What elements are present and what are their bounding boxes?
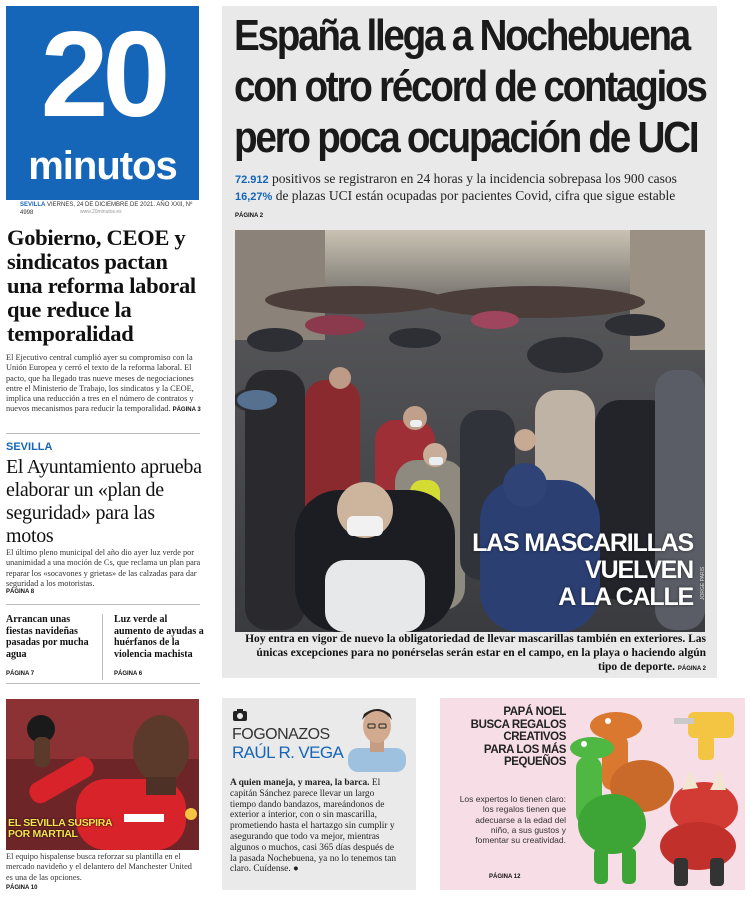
labor-reform-body — [6, 353, 202, 416]
divider — [6, 683, 200, 684]
section-label: SEVILLA — [6, 441, 53, 453]
moto-plan-headline[interactable]: El Ayuntamiento aprueba elaborar un «plan de seguridad» para las motos — [6, 456, 202, 547]
rain-brief-headline[interactable]: Arrancan unas fiestas navideñas pasadas por mucha agua — [6, 614, 89, 660]
sub-text: de plazas UCI están ocupadas por pacientes Covid, cifra que sigue estable — [272, 188, 676, 203]
end-mark-icon: ● — [290, 864, 299, 875]
sport-caption-line: EL SEVILLA SUSPIRA — [8, 817, 113, 829]
opinion-title: FOGONAZOS — [232, 726, 330, 743]
logo-word: minutos — [28, 144, 177, 188]
sub-text: positivos se registraron en 24 horas y la incidencia sobrepasa los 900 casos — [268, 171, 677, 186]
logo-number: 20 — [40, 6, 165, 142]
opinion-lead: A quien maneja, y marea, la barca. — [230, 778, 370, 788]
promo-page-ref[interactable]: PÁGINA 12 — [489, 874, 521, 880]
main-description — [240, 632, 706, 676]
main-headline-line: con otro récord de contagios — [234, 62, 706, 111]
photo-caption — [285, 530, 693, 611]
photo-caption-line: VUELVEN — [585, 556, 693, 584]
orphans-brief-page-ref[interactable]: PÁGINA 6 — [114, 671, 143, 677]
promo-title-line: PAPÁ NOEL — [503, 706, 566, 718]
stat-highlight: 16,27% — [235, 191, 273, 203]
moto-plan-page-ref[interactable]: PÁGINA 8 — [6, 589, 35, 595]
sport-caption — [8, 818, 128, 840]
moto-plan-body: El último pleno municipal del año dio ayer luz verde por unanimidad a una moción de Cs, que reclama un plan para reparar los «socavones y grietas» de las calzadas para dar seguridad a los motoristas. — [6, 548, 201, 588]
promo-title[interactable] — [456, 706, 566, 769]
promo-title-line: CREATIVOS — [503, 731, 566, 744]
columnist-portrait — [340, 700, 412, 772]
brief-divider — [102, 614, 103, 680]
photo-credit: JORGE PARIS — [700, 566, 706, 600]
orphans-brief-headline[interactable]: Luz verde al aumento de ayudas a huérfanos de la violencia machista — [114, 614, 204, 660]
sport-page-ref[interactable]: PÁGINA 10 — [6, 885, 38, 891]
stat-highlight: 72.912 — [235, 174, 269, 186]
labor-reform-text: El Ejecutivo central cumplió ayer su compromiso con la Unión Europea y cerró el texto de la reforma laboral. El pacto, que ha llegado tras nueve meses de negociaciones entre el Ministerio de Trabajo, los sindicatos y la CEOE, implica una reducción a tres en el número de contratos y nuevos mecanismos para reducir la temporalidad. — [6, 353, 194, 414]
photo-caption-line: A LA CALLE — [558, 583, 693, 611]
promo-body: Los expertos lo tienen claro: los regalos tienen que adecuarse a la edad del niño, a sus gustos y fomentar su creatividad. — [459, 794, 566, 846]
labor-reform-page-ref[interactable]: PÁGINA 3 — [172, 407, 201, 414]
main-headline-line: España llega a Nochebuena — [234, 11, 689, 60]
divider — [6, 604, 200, 605]
opinion-body — [230, 778, 398, 875]
sport-caption-line: POR MARTIAL — [8, 828, 78, 840]
labor-reform-headline[interactable]: Gobierno, CEOE y sindicatos pactan una reforma laboral que reduce la temporalidad — [7, 225, 196, 346]
dinosaur-toys-illustration — [570, 698, 745, 890]
promo-title-line: PEQUEÑOS — [504, 756, 566, 769]
promo-title-line: BUSCA REGALOS — [470, 718, 566, 731]
camera-icon — [232, 708, 248, 722]
promo-title-line: PARA LOS MÁS — [483, 743, 566, 756]
main-page-ref[interactable]: PÁGINA 2 — [235, 213, 264, 219]
main-subheadline — [235, 171, 713, 205]
photo-caption-line: LAS MASCARILLAS — [472, 529, 693, 557]
dateline-date: VIERNES, 24 DE DICIEMBRE DE 2021. AÑO XXII, Nº 4998 — [20, 202, 193, 216]
opinion-text: El capitán Sánchez parece llevar un largo tiempo dando bandazos, mareándonos de exterior a interior, con o sin mascarilla, prometiendo hasta el hartazgo sin cumplir y asegurando que todo va mejor, mientras algunos o muchos, casi 365 días después de la pasada Nochebuena, ya no lo tenemos tan claro. Cuídense. — [230, 778, 397, 875]
masthead-domain: www.20minutos.es — [80, 209, 122, 215]
divider — [6, 433, 200, 434]
rain-brief-page-ref[interactable]: PÁGINA 7 — [6, 671, 35, 677]
main-headline-line: pero poca ocupación de UCI — [234, 113, 698, 162]
main-description-page-ref[interactable]: PÁGINA 2 — [677, 666, 706, 672]
main-description-text: Hoy entra en vigor de nuevo la obligatoriedad de llevar mascarillas también en exteriores. Las únicas excepciones para no ponérselas serán estar en el campo, en la playa o haciendo algún tipo de deporte. — [245, 633, 706, 673]
opinion-author[interactable]: RAÚL R. VEGA — [232, 743, 344, 762]
main-headline[interactable] — [234, 10, 706, 163]
sport-body: El equipo hispalense busca reforzar su plantilla en el mercado navideño y el delantero del Manchester United es una de las opciones. — [6, 852, 192, 882]
masthead-logo[interactable] — [6, 6, 199, 200]
dateline-city: SEVILLA — [20, 202, 46, 208]
